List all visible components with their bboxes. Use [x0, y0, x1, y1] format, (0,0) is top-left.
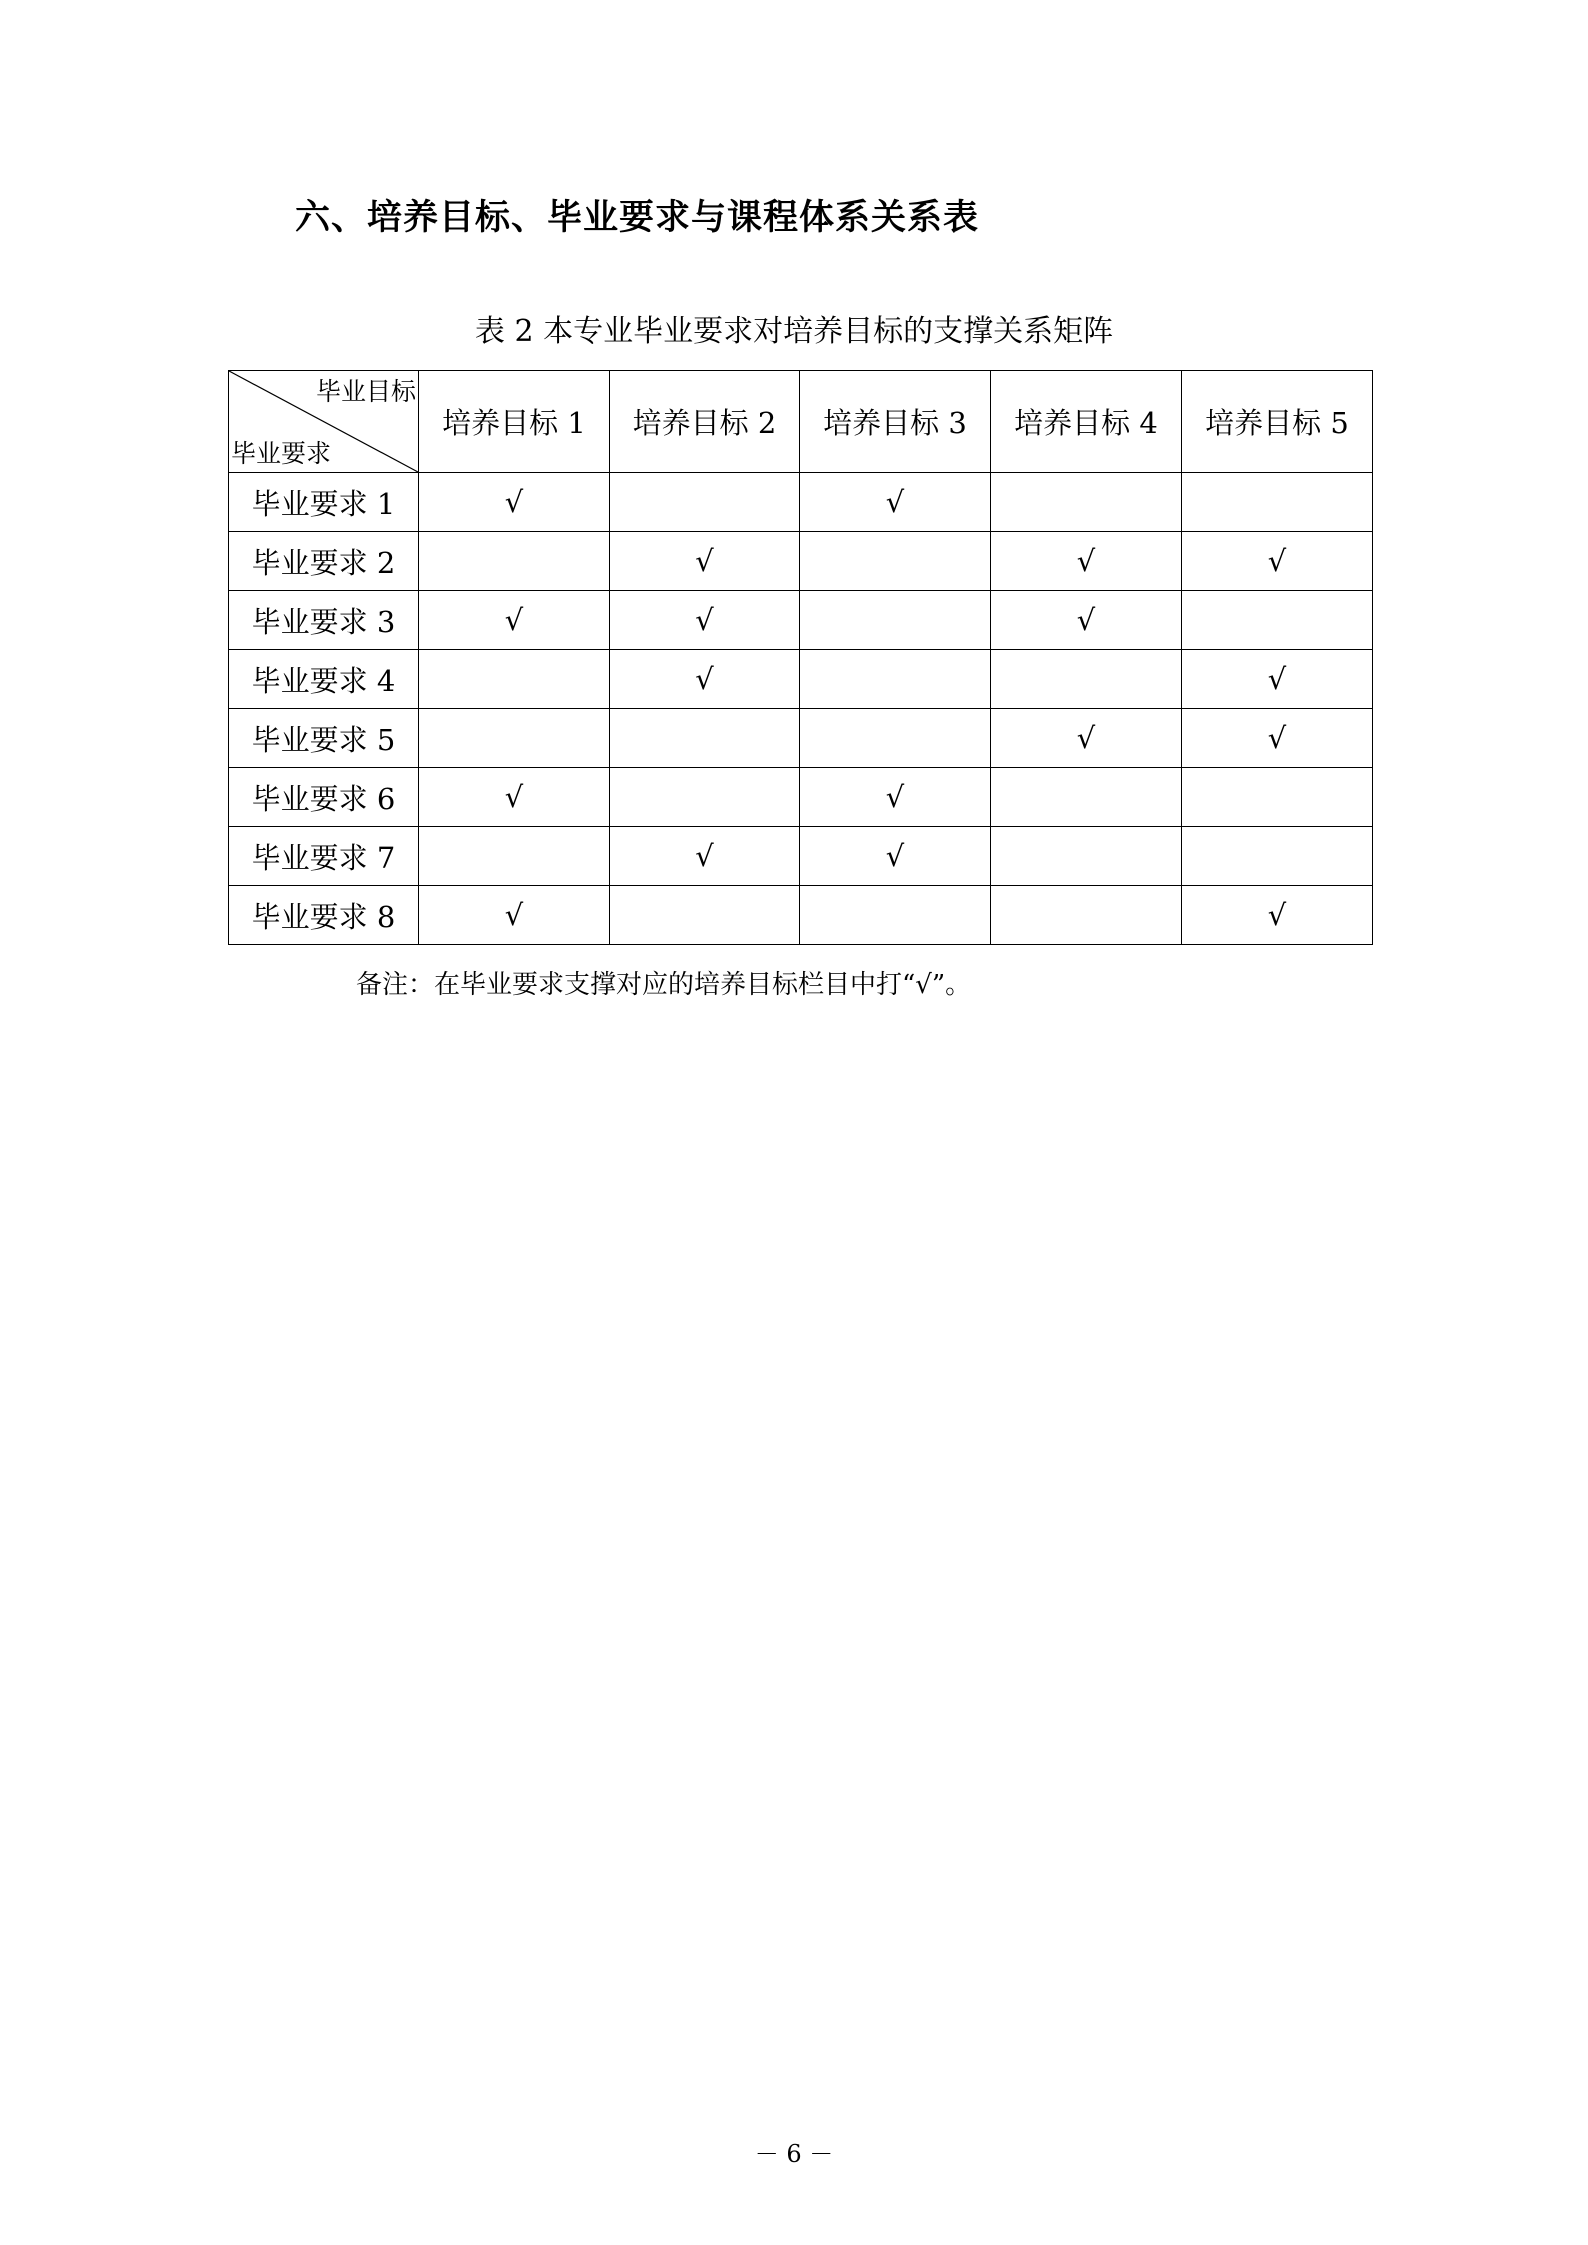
table-row [229, 650, 1373, 709]
table-header-row [229, 371, 1373, 473]
table-row [229, 768, 1373, 827]
matrix-cell: √ [610, 591, 800, 650]
matrix-cell [610, 886, 800, 945]
matrix-cell: √ [1182, 886, 1373, 945]
table-row [229, 591, 1373, 650]
matrix-cell [991, 768, 1182, 827]
matrix-cell [1182, 591, 1373, 650]
matrix-cell [610, 768, 800, 827]
matrix-cell [419, 827, 610, 886]
row-header: 毕业要求 7 [229, 827, 419, 886]
column-header: 培养目标 2 [610, 371, 800, 473]
page-number: － 6 － [754, 2140, 834, 2168]
row-header: 毕业要求 4 [229, 650, 419, 709]
matrix-cell [800, 591, 991, 650]
matrix-cell: √ [1182, 532, 1373, 591]
matrix-cell [1182, 827, 1373, 886]
corner-bottom-label: 毕业要求 [231, 439, 332, 468]
matrix-cell [419, 650, 610, 709]
matrix-cell: √ [610, 532, 800, 591]
table-caption: 表 2 本专业毕业要求对培养目标的支撑关系矩阵 [474, 314, 1114, 349]
matrix-cell [419, 532, 610, 591]
matrix-cell [1182, 473, 1373, 532]
matrix-cell: √ [800, 768, 991, 827]
table-row [229, 886, 1373, 945]
table-row [229, 827, 1373, 886]
matrix-cell [610, 709, 800, 768]
corner-top-label: 毕业目标 [315, 377, 416, 406]
matrix-cell [991, 886, 1182, 945]
support-matrix-table [228, 370, 1373, 945]
matrix-cell: √ [800, 473, 991, 532]
column-header: 培养目标 1 [419, 371, 610, 473]
matrix-cell: √ [610, 827, 800, 886]
matrix-cell: √ [991, 532, 1182, 591]
row-header: 毕业要求 6 [229, 768, 419, 827]
row-header: 毕业要求 8 [229, 886, 419, 945]
column-header: 培养目标 3 [800, 371, 991, 473]
matrix-cell [610, 473, 800, 532]
table-row [229, 709, 1373, 768]
table-note: 备注：在毕业要求支撑对应的培养目标栏目中打“√”。 [356, 970, 972, 1000]
corner-cell [229, 371, 419, 473]
matrix-cell: √ [991, 591, 1182, 650]
matrix-cell [991, 650, 1182, 709]
matrix-cell: √ [800, 827, 991, 886]
matrix-cell [800, 886, 991, 945]
row-header: 毕业要求 5 [229, 709, 419, 768]
row-header: 毕业要求 3 [229, 591, 419, 650]
matrix-cell: √ [419, 473, 610, 532]
matrix-cell [1182, 768, 1373, 827]
row-header: 毕业要求 2 [229, 532, 419, 591]
table-row [229, 473, 1373, 532]
matrix-cell: √ [419, 591, 610, 650]
matrix-cell [991, 827, 1182, 886]
matrix-cell [991, 473, 1182, 532]
column-header: 培养目标 4 [991, 371, 1182, 473]
row-header: 毕业要求 1 [229, 473, 419, 532]
matrix-cell: √ [1182, 709, 1373, 768]
matrix-cell: √ [610, 650, 800, 709]
matrix-cell: √ [419, 768, 610, 827]
matrix-cell: √ [1182, 650, 1373, 709]
table-row [229, 532, 1373, 591]
table-body [229, 473, 1373, 945]
section-heading: 六、培养目标、毕业要求与课程体系关系表 [295, 198, 980, 238]
matrix-cell [800, 532, 991, 591]
matrix-cell [800, 709, 991, 768]
matrix-cell: √ [991, 709, 1182, 768]
matrix-cell [800, 650, 991, 709]
matrix-cell [419, 709, 610, 768]
matrix-cell: √ [419, 886, 610, 945]
column-header: 培养目标 5 [1182, 371, 1373, 473]
